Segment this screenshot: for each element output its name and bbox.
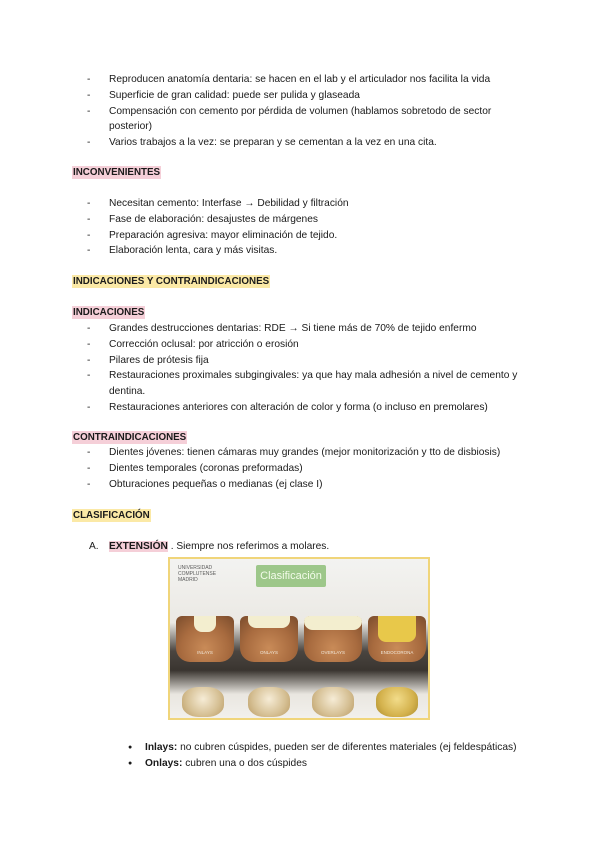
bullet-text: cubren una o dos cúspides <box>182 758 307 769</box>
classification-photo <box>168 557 430 720</box>
list-item: - Dientes jóvenes: tienen cámaras muy grandes (mejor monitorización y tto de disbiosis) <box>72 445 522 461</box>
tooth-model-overlay <box>304 616 362 662</box>
heading-clasificacion: CLASIFICACIÓN <box>73 510 150 521</box>
heading-contraindicaciones: CONTRAINDICACIONES <box>73 432 187 443</box>
list-item: - Restauraciones proximales subgingivales: ya que hay mala adhesión a nivel de cemento y dentina. <box>72 368 522 400</box>
list-item: - Preparación agresiva: mayor eliminación de tejido. <box>72 228 522 244</box>
list-item: - Necesitan cemento: Interfase → Debilidad y filtración <box>72 196 522 212</box>
bullet-term: Onlays: <box>145 758 183 769</box>
contraindicaciones-list <box>72 445 522 492</box>
photo-title-tag: Clasificación <box>256 565 326 587</box>
list-item: - Reproducen anatomía dentaria: se hacen en el lab y el articulador nos facilita la vida <box>72 72 522 88</box>
bullet-term: Inlays: <box>145 742 178 753</box>
university-logo: UNIVERSIDAD COMPLUTENSE MADRID <box>178 565 217 583</box>
tooth-label: OVERLAYS <box>321 650 345 655</box>
tooth-label: INLAYS <box>197 650 213 655</box>
list-item: - Varios trabajos a la vez: se preparan y se cementan a la vez en una cita. <box>72 135 522 151</box>
restoration-piece <box>376 687 418 717</box>
heading-inconvenientes: INCONVENIENTES <box>73 167 161 178</box>
section-title: EXTENSIÓN <box>109 541 168 552</box>
list-item: - Corrección oclusal: por atricción o erosión <box>72 337 522 353</box>
tooth-model-endocorona <box>368 616 426 662</box>
heading-indicaciones-contraindicaciones: INDICACIONES Y CONTRAINDICACIONES <box>73 276 270 287</box>
section-letter: A. <box>89 541 99 552</box>
indicaciones-list <box>72 321 522 416</box>
bullet-text: no cubren cúspides, pueden ser de diferentes materiales (ej feldespáticas) <box>177 742 517 753</box>
section-a-extension <box>89 540 329 554</box>
tooth-model-inlay <box>176 616 234 662</box>
section-text: . Siempre nos referimos a molares. <box>167 541 330 552</box>
inconvenientes-list <box>72 196 522 259</box>
list-item: - Elaboración lenta, cara y más visitas. <box>72 243 522 259</box>
heading-indicaciones: INDICACIONES <box>73 307 145 318</box>
restoration-piece <box>312 687 354 717</box>
list-item: - Pilares de prótesis fija <box>72 353 522 369</box>
advantages-list <box>72 72 522 151</box>
tooth-label: ONLAYS <box>260 650 278 655</box>
list-item: - Restauraciones anteriores con alteración de color y forma (o incluso en premolares) <box>72 400 522 416</box>
list-item: - Dientes temporales (coronas preformadas) <box>72 461 522 477</box>
list-item: - Fase de elaboración: desajustes de márgenes <box>72 212 522 228</box>
restoration-piece <box>248 687 290 717</box>
list-item <box>128 756 548 772</box>
restoration-piece <box>182 687 224 717</box>
list-item: - Obturaciones pequeñas o medianas (ej clase I) <box>72 477 522 493</box>
list-item: - Grandes destrucciones dentarias: RDE → Si tiene más de 70% de tejido enfermo <box>72 321 522 337</box>
classification-bullets <box>128 740 548 772</box>
list-item <box>128 740 548 756</box>
list-item: - Compensación con cemento por pérdida de volumen (hablamos sobretodo de sector posterior) <box>72 104 522 136</box>
tooth-label: ENDOCORONA <box>380 650 414 655</box>
tooth-model-onlay <box>240 616 298 662</box>
list-item: - Superficie de gran calidad: puede ser pulida y glaseada <box>72 88 522 104</box>
